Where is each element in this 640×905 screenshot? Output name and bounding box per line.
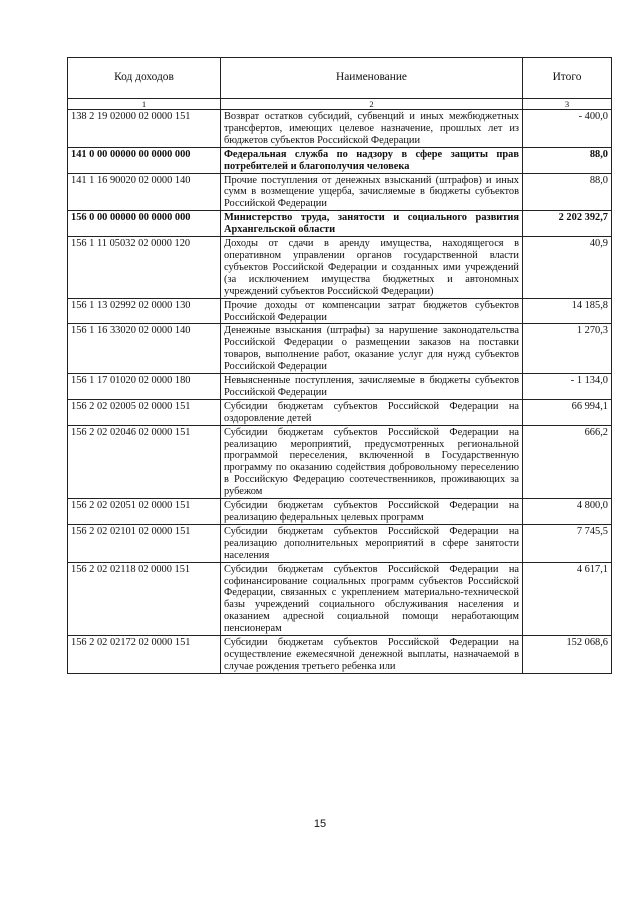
revenue-code: 156 2 02 02005 02 0000 151 <box>68 399 221 425</box>
table-row <box>68 374 612 400</box>
revenue-total: 4 617,1 <box>523 562 612 635</box>
revenue-code: 138 2 19 02000 02 0000 151 <box>68 110 221 148</box>
revenue-total: - 400,0 <box>523 110 612 148</box>
table-header-row <box>68 58 612 99</box>
column-number: 3 <box>523 99 612 110</box>
revenue-total: 14 185,8 <box>523 298 612 324</box>
revenue-name: Прочие доходы от компенсации затрат бюджетов субъектов Российской Федерации <box>221 298 523 324</box>
revenue-name: Субсидии бюджетам субъектов Российской Федерации на софинансирование социальных программ субъектов Российской Федерации, связанных с укреплением материально-технической базы учреждений социального обслуживания населения и оказанием адресной социальной помощи неработающим пенсионерам <box>221 562 523 635</box>
revenue-table <box>67 57 612 674</box>
revenue-code: 141 0 00 00000 00 0000 000 <box>68 147 221 173</box>
table-row <box>68 399 612 425</box>
revenue-total: - 1 134,0 <box>523 374 612 400</box>
table-row <box>68 324 612 374</box>
table-row <box>68 636 612 674</box>
revenue-total: 1 270,3 <box>523 324 612 374</box>
table-row <box>68 425 612 498</box>
revenue-name: Денежные взыскания (штрафы) за нарушение законодательства Российской Федерации о размещении заказов на поставки товаров, выполнение работ, оказание услуг для нужд субъектов Российской Федерации <box>221 324 523 374</box>
revenue-code: 156 0 00 00000 00 0000 000 <box>68 211 221 237</box>
revenue-code: 141 1 16 90020 02 0000 140 <box>68 173 221 211</box>
revenue-total: 4 800,0 <box>523 499 612 525</box>
revenue-name: Федеральная служба по надзору в сфере защиты прав потребителей и благополучия человека <box>221 147 523 173</box>
table-row <box>68 298 612 324</box>
column-number-row <box>68 99 612 110</box>
table-row <box>68 562 612 635</box>
revenue-name: Доходы от сдачи в аренду имущества, находящегося в оперативном управлении органов государственной власти субъектов Российской Федерации и созданных ими учреждений (за исключением имущества бюджетных и автономных учреждений субъектов Российской Федерации) <box>221 237 523 299</box>
revenue-total: 66 994,1 <box>523 399 612 425</box>
revenue-code: 156 1 16 33020 02 0000 140 <box>68 324 221 374</box>
header-total: Итого <box>523 58 612 99</box>
column-number: 1 <box>68 99 221 110</box>
table-row <box>68 147 612 173</box>
table-body <box>68 110 612 674</box>
revenue-name: Субсидии бюджетам субъектов Российской Федерации на осуществление ежемесячной денежной выплаты, назначаемой в случае рождения третьего ребенка или <box>221 636 523 674</box>
page-number: 15 <box>313 818 327 830</box>
table-row <box>68 211 612 237</box>
revenue-name: Субсидии бюджетам субъектов Российской Федерации на реализацию дополнительных мероприятий в сфере занятости населения <box>221 524 523 562</box>
table-row <box>68 173 612 211</box>
revenue-code: 156 2 02 02172 02 0000 151 <box>68 636 221 674</box>
revenue-name: Прочие поступления от денежных взысканий (штрафов) и иных сумм в возмещение ущерба, зачисляемые в бюджеты субъектов Российской Федерации <box>221 173 523 211</box>
revenue-name: Невыясненные поступления, зачисляемые в бюджеты субъектов Российской Федерации <box>221 374 523 400</box>
revenue-code: 156 2 02 02046 02 0000 151 <box>68 425 221 498</box>
revenue-name: Министерство труда, занятости и социального развития Архангельской области <box>221 211 523 237</box>
revenue-name: Субсидии бюджетам субъектов Российской Федерации на реализацию федеральных целевых программ <box>221 499 523 525</box>
revenue-code: 156 1 17 01020 02 0000 180 <box>68 374 221 400</box>
revenue-code: 156 1 11 05032 02 0000 120 <box>68 237 221 299</box>
revenue-code: 156 2 02 02051 02 0000 151 <box>68 499 221 525</box>
revenue-name: Субсидии бюджетам субъектов Российской Федерации на реализацию мероприятий, предусмотренных региональной программой переселения, включенной в Государственную программу по оказанию содействия добровольному переселению в Российскую Федерацию соотечественников, проживающих за рубежом <box>221 425 523 498</box>
revenue-total: 2 202 392,7 <box>523 211 612 237</box>
revenue-total: 40,9 <box>523 237 612 299</box>
revenue-total: 7 745,5 <box>523 524 612 562</box>
table-row <box>68 237 612 299</box>
revenue-code: 156 2 02 02118 02 0000 151 <box>68 562 221 635</box>
revenue-total: 88,0 <box>523 147 612 173</box>
column-number: 2 <box>221 99 523 110</box>
revenue-code: 156 1 13 02992 02 0000 130 <box>68 298 221 324</box>
table-row <box>68 524 612 562</box>
revenue-code: 156 2 02 02101 02 0000 151 <box>68 524 221 562</box>
table-row <box>68 110 612 148</box>
table-row <box>68 499 612 525</box>
revenue-total: 88,0 <box>523 173 612 211</box>
revenue-total: 666,2 <box>523 425 612 498</box>
revenue-name: Возврат остатков субсидий, субвенций и иных межбюджетных трансфертов, имеющих целевое назначение, прошлых лет из бюджетов субъектов Российской Федерации <box>221 110 523 148</box>
revenue-name: Субсидии бюджетам субъектов Российской Федерации на оздоровление детей <box>221 399 523 425</box>
header-name: Наименование <box>221 58 523 99</box>
header-code: Код доходов <box>68 58 221 99</box>
revenue-total: 152 068,6 <box>523 636 612 674</box>
